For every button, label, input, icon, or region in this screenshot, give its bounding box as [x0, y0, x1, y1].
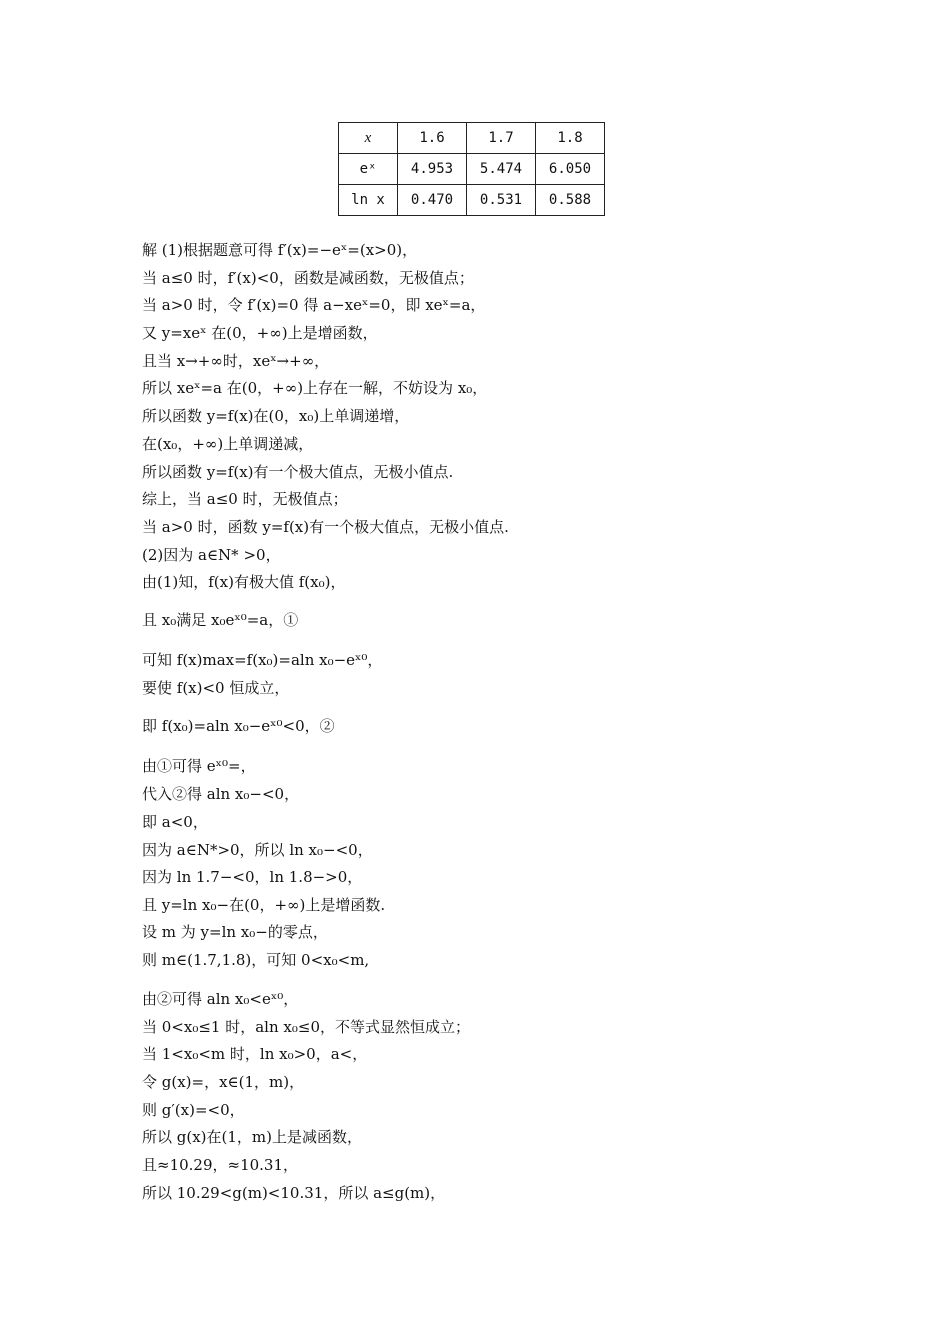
- solution-line: 且≈10.29，≈10.31，: [142, 1156, 299, 1174]
- solution-line: 所以 g(x)在(1，m)上是减函数，: [142, 1128, 363, 1146]
- solution-line: 由(1)知，f(x)有极大值 f(x₀)，: [142, 573, 346, 591]
- solution-line: 代入②得 aln x₀−<0，: [142, 785, 300, 803]
- solution-line: 因为 ln 1.7−<0，ln 1.8−>0，: [142, 868, 363, 886]
- solution-line: 设 m 为 y=ln x₀−的零点，: [142, 923, 328, 941]
- table-row: [339, 154, 605, 185]
- table-cell: 6.050: [536, 154, 605, 185]
- solution-line: 所以函数 y=f(x)有一个极大值点，无极小值点.: [142, 463, 454, 481]
- solution-line: 可知 f(x)max=f(x₀)=aln x₀−eˣ⁰，: [142, 651, 383, 669]
- solution-line: 即 a<0，: [142, 813, 208, 831]
- table-cell: 5.474: [467, 154, 536, 185]
- solution-line: 且当 x→+∞时，xeˣ→+∞，: [142, 352, 330, 370]
- solution-line: 令 g(x)=，x∈(1，m)，: [142, 1073, 305, 1091]
- table-cell: 0.588: [536, 185, 605, 216]
- table-row: [339, 123, 605, 154]
- table-cell: 0.470: [398, 185, 467, 216]
- solution-line: 要使 f(x)<0 恒成立，: [142, 679, 290, 697]
- table-cell: 4.953: [398, 154, 467, 185]
- table-cell: ln x: [339, 185, 398, 216]
- solution-line: 当 a>0 时，函数 y=f(x)有一个极大值点，无极小值点.: [142, 518, 509, 536]
- solution-line: 因为 a∈N*>0，所以 ln x₀−<0，: [142, 841, 373, 859]
- solution-line: 又 y=xeˣ 在(0，+∞)上是增函数，: [142, 324, 378, 342]
- solution-line: 由②可得 aln x₀<eˣ⁰，: [142, 990, 299, 1008]
- table-cell: 1.8: [536, 123, 605, 154]
- solution-line: 所以函数 y=f(x)在(0，x₀)上单调递增，: [142, 407, 410, 425]
- table-cell: 1.7: [467, 123, 536, 154]
- table-cell: 1.6: [398, 123, 467, 154]
- solution-line: 当 a>0 时，令 f′(x)=0 得 a−xeˣ=0，即 xeˣ=a，: [142, 296, 486, 314]
- solution-line: 当 1<x₀<m 时，ln x₀>0，a<，: [142, 1045, 368, 1063]
- solution-line: 则 g′(x)=<0，: [142, 1101, 245, 1119]
- solution-line: 且 y=ln x₀−在(0，+∞)上是增函数.: [142, 896, 386, 914]
- solution-line: 由①可得 eˣ⁰=，: [142, 757, 256, 775]
- solution-line: 且 x₀满足 x₀eˣ⁰=a，①: [142, 611, 299, 629]
- table-cell: 0.531: [467, 185, 536, 216]
- value-table: [338, 122, 605, 216]
- solution-line: 当 0<x₀≤1 时，aln x₀≤0，不等式显然恒成立；: [142, 1018, 470, 1036]
- solution-line: 在(x₀，+∞)上单调递减，: [142, 435, 314, 453]
- solution-line: 解 (1)根据题意可得 f′(x)=−eˣ=(x>0)，: [142, 241, 418, 259]
- table-row: [339, 185, 605, 216]
- solution-line: 所以 10.29<g(m)<10.31，所以 a≤g(m)，: [142, 1184, 446, 1202]
- solution-line: 综上，当 a≤0 时，无极值点；: [142, 490, 348, 508]
- table-cell: x: [339, 123, 398, 154]
- solution-line: 则 m∈(1.7,1.8)，可知 0<x₀<m,: [142, 951, 370, 969]
- solution-line: 即 f(x₀)=aln x₀−eˣ⁰<0，②: [142, 717, 335, 735]
- solution-line: 当 a≤0 时，f′(x)<0，函数是减函数，无极值点；: [142, 269, 474, 287]
- table-cell: eˣ: [339, 154, 398, 185]
- solution-line: 所以 xeˣ=a 在(0，+∞)上存在一解，不妨设为 x₀，: [142, 379, 488, 397]
- solution-line: (2)因为 a∈N* >0，: [142, 546, 281, 564]
